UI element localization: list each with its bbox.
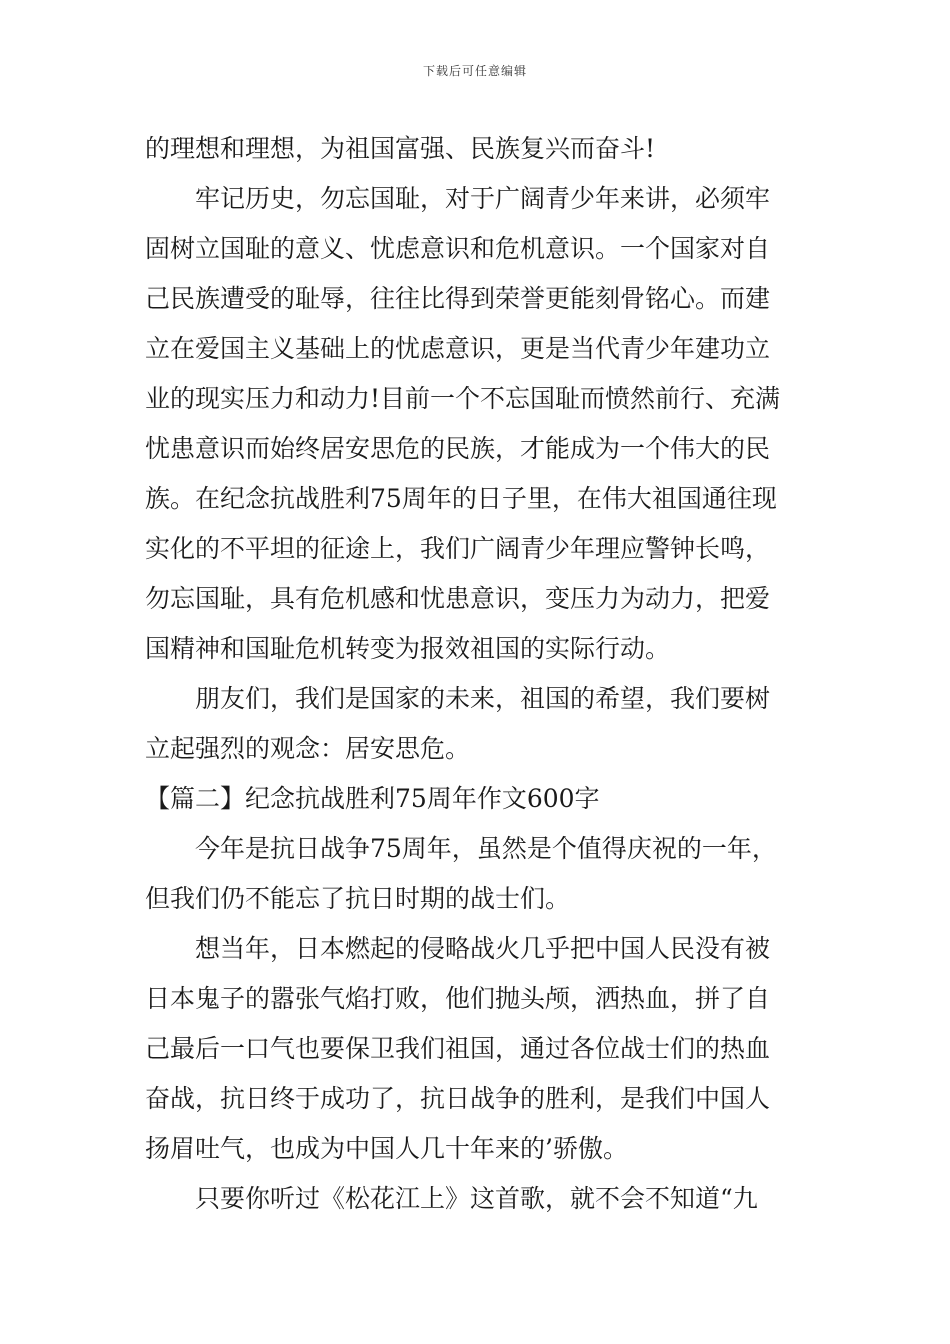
text-line: 国精神和国耻危机转变为报效祖国的实际行动。: [145, 634, 671, 663]
text-line: 实化的不平坦的征途上，我们广阔青少年理应警钟长鸣，: [145, 534, 771, 563]
text-line: 族。在纪念抗战胜利75周年的日子里，在伟大祖国通往现: [145, 484, 777, 513]
paragraph-first-line: 朋友们，我们是国家的未来，祖国的希望，我们要树: [195, 684, 771, 713]
text-line: 勿忘国耻，具有危机感和忧患意识，变压力为动力，把爱: [145, 584, 771, 613]
text-line: 业的现实压力和动力!目前一个不忘国耻而愤然前行、充满: [145, 384, 781, 413]
paragraph-first-line: 今年是抗日战争75周年，虽然是个值得庆祝的一年，: [195, 834, 777, 863]
section-heading: 【篇二】纪念抗战胜利75周年作文600字: [145, 784, 600, 813]
paragraph-first-line: 牢记历史，勿忘国耻，对于广阔青少年来讲，必须牢: [195, 184, 771, 213]
text-line: 立在爱国主义基础上的忧虑意识，更是当代青少年建功立: [145, 334, 771, 363]
page-header: 下载后可任意编辑: [422, 64, 527, 78]
text-line: 扬眉吐气，也成为中国人几十年来的’骄傲。: [145, 1134, 628, 1163]
text-line: 己民族遭受的耻辱，往往比得到荣誉更能刻骨铭心。而建: [145, 284, 771, 313]
text-line: 日本鬼子的嚣张气焰打败，他们抛头颅，洒热血，拼了自: [145, 984, 771, 1013]
paragraph-first-line: 想当年，日本燃起的侵略战火几乎把中国人民没有被: [195, 934, 771, 963]
text-line: 忧患意识而始终居安思危的民族，才能成为一个伟大的民: [145, 434, 771, 463]
text-line: 奋战，抗日终于成功了，抗日战争的胜利，是我们中国人: [145, 1084, 771, 1113]
text-line: 但我们仍不能忘了抗日时期的战士们。: [145, 884, 571, 913]
document-body: [145, 124, 810, 1224]
text-line: 的理想和理想，为祖国富强、民族复兴而奋斗!: [145, 134, 656, 163]
text-line: 立起强烈的观念：居安思危。: [145, 734, 471, 763]
text-line: 固树立国耻的意义、忧虑意识和危机意识。一个国家对自: [145, 234, 771, 263]
text-line: 己最后一口气也要保卫我们祖国，通过各位战士们的热血: [145, 1034, 771, 1063]
paragraph-first-line: 只要你听过《松花江上》这首歌，就不会不知道“九: [195, 1184, 758, 1213]
